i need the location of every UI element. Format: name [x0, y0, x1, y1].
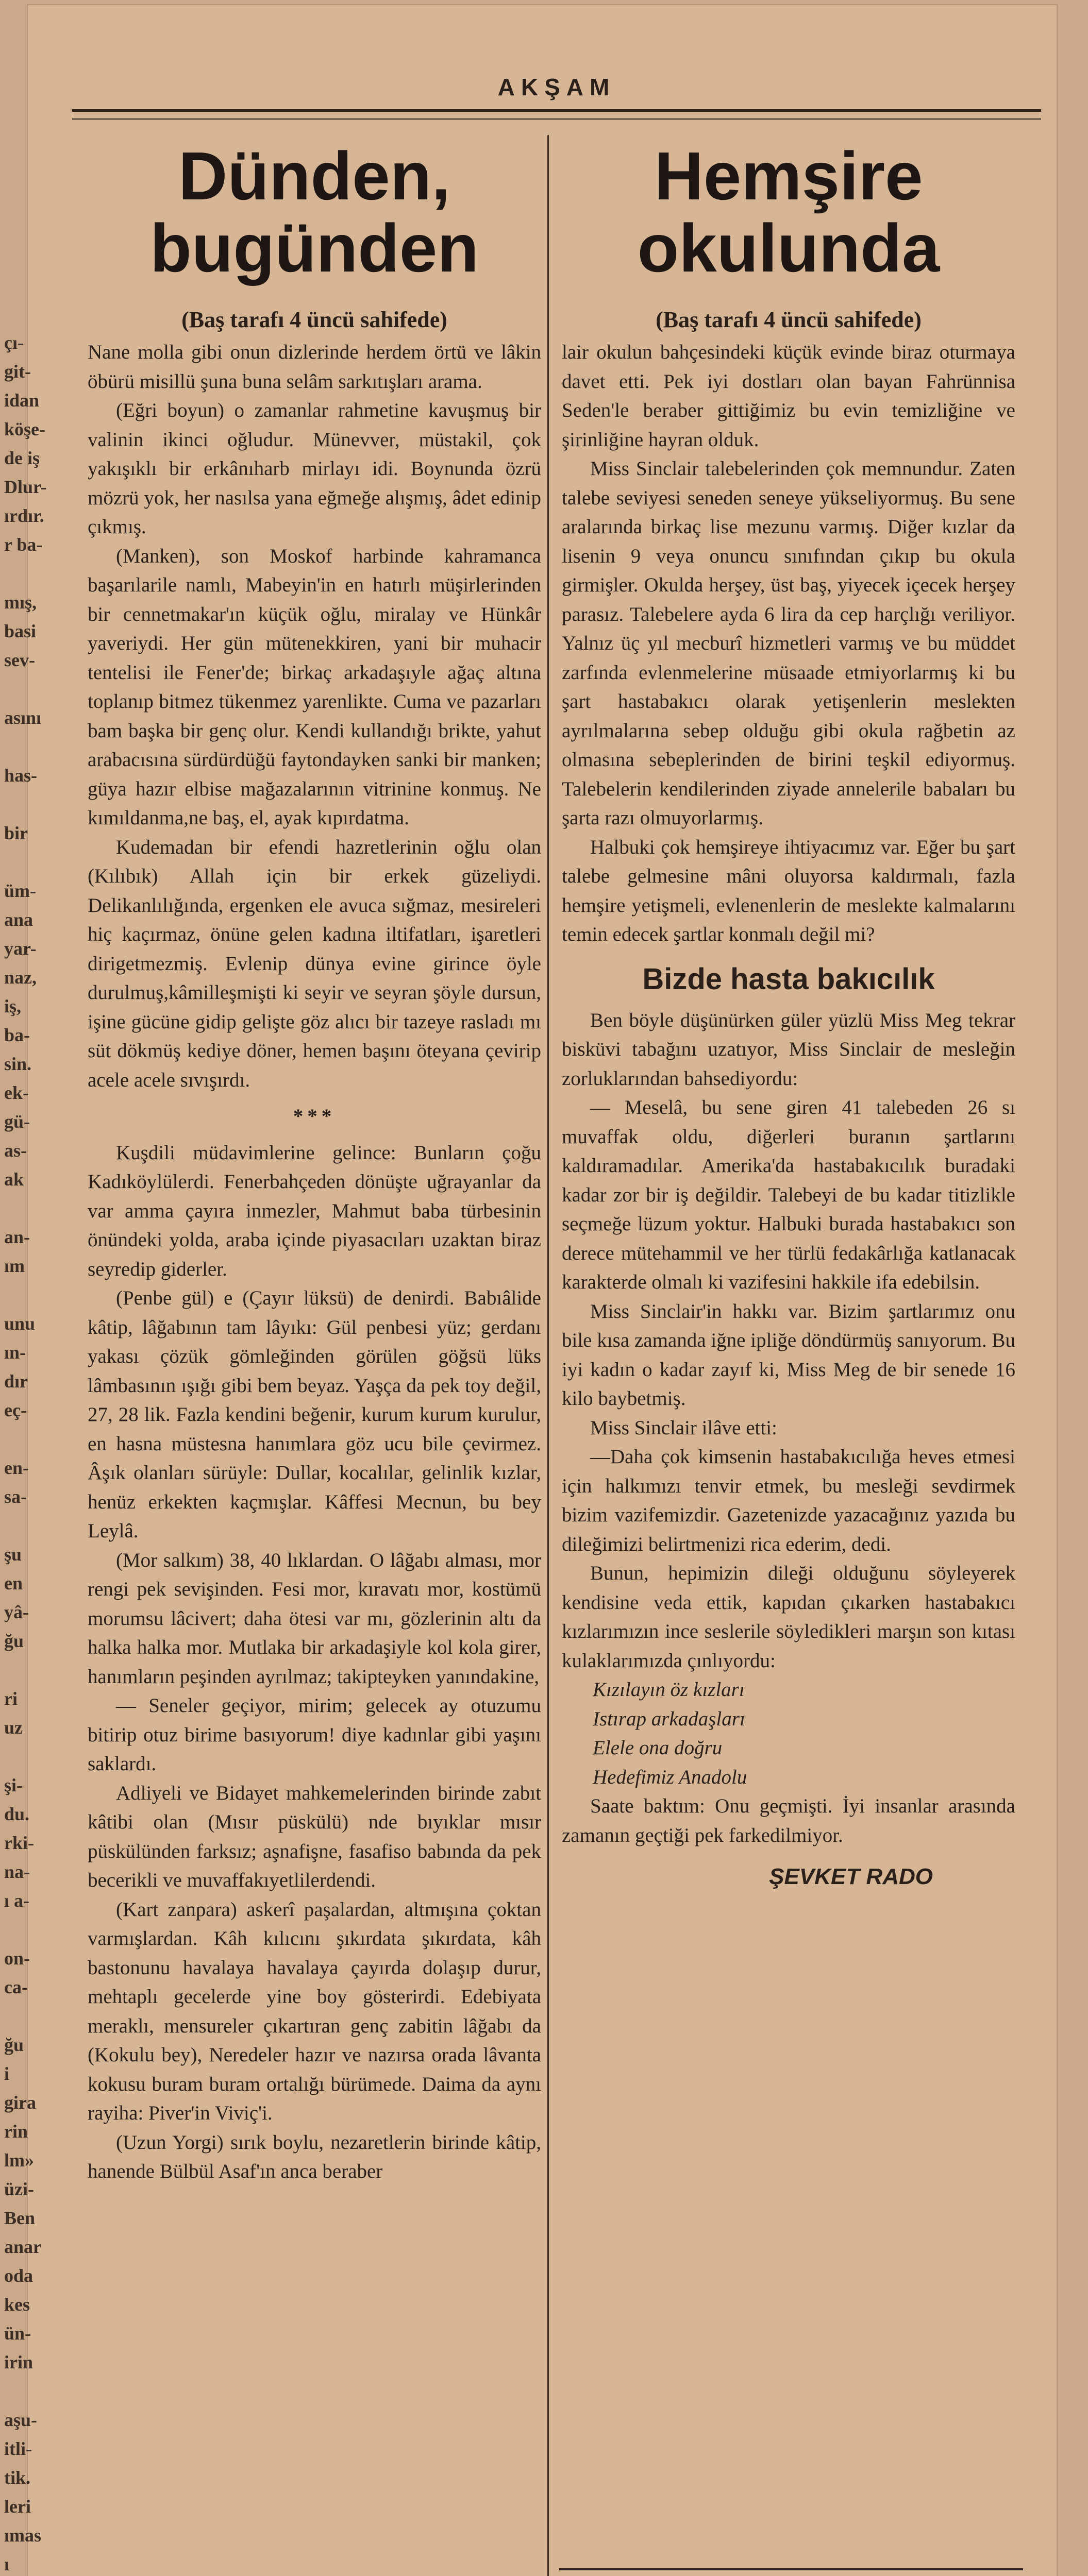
clipped-word-fragment: du. — [4, 1804, 30, 1824]
clipped-word-fragment: anar — [4, 2236, 41, 2257]
clipped-word-fragment: kes — [4, 2294, 30, 2315]
clipped-word-fragment: asını — [4, 707, 42, 728]
newspaper-name: AKŞAM — [497, 74, 616, 100]
right-article — [562, 135, 1015, 1892]
clipped-word-fragment: iş, — [4, 996, 22, 1016]
left-paragraph: — Seneler geçiyor, mirim; gelecek ay otuzumu bitirip otuz birime basıyorum! diye kadınlar gibi yaşını saklardı. — [88, 1694, 541, 1775]
clipped-word-fragment: as- — [4, 1140, 27, 1161]
clipped-word-fragment: on- — [4, 1948, 30, 1969]
clipped-word-fragment: rki- — [4, 1833, 34, 1853]
right-headline-line2: okulunda — [637, 210, 940, 286]
left-paragraph: (Penbe gül) e (Çayır lüksü) de denirdi. Babıâlide kâtip, lâğabının tam lâyıkı: Gül penbesi yüz; gerdanı yakası çözük gömleğinden görülen göğsü lüks lâmbasının ışığı gibi bem beyaz. Yaşça da pek toy değil, 27, 28 lik. Fazla kendini beğenir, kurum kurum kurulur, en hasna müstesna hanımlara göz ucu bile çevirmez. Âşık olanları sürüyle: Dullar, kocalılar, gelinlik kızlar, henüz erkekten kaçmışlar. Kâffesi Mecnun, bu bey Leylâ. — [88, 1287, 541, 1542]
clipped-word-fragment: naz, — [4, 967, 37, 988]
left-continuation-note: (Baş tarafı 4 üncü sahifede) — [181, 307, 447, 332]
left-paragraph: Nane molla gibi onun dizlerinde herdem örtü ve lâkin öbürü misillü şuna buna selâm sarkıtışları arama. — [88, 341, 541, 393]
clipped-word-fragment: ri — [4, 1688, 18, 1709]
clipped-word-fragment: çı- — [4, 332, 24, 353]
right-paragraph: Miss Sinclair talebelerinden çok memnundur. Zaten talebe seviyesi seneden seneye yükseliyormuş. Bu sene aralarında birkaç lise mezunu varmış. Diğer kızlar da lisenin 9 veya onuncu sınıfından çıkıp bu okula girmişler. Okulda herşey, üst baş, yiyecek içecek herşey parasız. Talebelere ayda 6 lira da cep harçlığı veriliyor. Yalnız üç yıl mecburî hizmetleri varmış ve bu müddet zarfında evlenmelerine müsaade etmiyorlarmış ki bu şart hastabakıcı olarak yetişenlerin meslekten ayrılmalarına sebep olduğu gibi okula rağbetin az olmasına sebeplerinden de birini teşkil ediyormuş. Talebelerin kendilerinden ziyade annelerile babaları bu şarta razı olmuyorlarmış. — [562, 457, 1015, 829]
verse-line: Istırap arkadaşları — [593, 1707, 745, 1730]
clipped-word-fragment: basi — [4, 621, 37, 641]
clipped-word-fragment: ak — [4, 1169, 24, 1190]
clipped-word-fragment: ana — [4, 909, 34, 930]
verse-line: Elele ona doğru — [593, 1737, 723, 1759]
clipped-word-fragment: ba- — [4, 1025, 30, 1045]
clipped-word-fragment: sa- — [4, 1486, 27, 1507]
clipped-word-fragment: üm- — [4, 880, 36, 901]
clipped-word-fragment: aşu- — [4, 2410, 38, 2430]
clipped-word-fragment: Dlur- — [4, 477, 47, 497]
clipped-word-fragment: uz — [4, 1717, 23, 1738]
clipped-word-fragment: i — [4, 2063, 10, 2084]
clipped-word-fragment: git- — [4, 361, 31, 382]
clipped-word-fragment: ğu — [4, 1631, 24, 1651]
clipped-word-fragment: dır — [4, 1371, 28, 1392]
clipped-word-fragment: bir — [4, 823, 28, 843]
clipped-word-fragment: oda — [4, 2265, 34, 2286]
right-paragraph: Miss Sinclair'in hakkı var. Bizim şartlarımız onu bile kısa zamanda iğne ipliğe döndürmüş sanıyorum. Bu iyi kadın o kadar zayıf ki, Miss Meg de bir senede 16 kilo baybetmiş. — [562, 1300, 1015, 1410]
left-paragraph: (Uzun Yorgi) sırık boylu, nezaretlerin birinde kâtip, hanende Bülbül Asaf'ın anca beraber — [88, 2131, 541, 2182]
right-paragraph: Saate baktım: Onu geçmişti. İyi insanlar arasında zamanın geçtiği pek farkedilmiyor. — [562, 1795, 1015, 1846]
clipped-word-fragment: köşe- — [4, 419, 45, 439]
article-separator-rule — [559, 2568, 1023, 2570]
clipped-word-fragment: gü- — [4, 1111, 30, 1132]
clipped-word-fragment: en — [4, 1573, 23, 1594]
verse-line: Hedefimiz Anadolu — [593, 1766, 747, 1788]
clipped-word-fragment: şu — [4, 1544, 22, 1565]
right-paragraph: Halbuki çok hemşireye ihtiyacımız var. Eğer bu şart talebe gelmesine mâni oluyorsa kaldırmalı, fazla hemşire yetişmeli, evlenenlerin de meslekte kalmalarını temin edecek şartlar konmalı değil mi? — [562, 836, 1015, 945]
clipped-word-fragment: de iş — [4, 448, 40, 468]
right-continuation-note: (Baş tarafı 4 üncü sahifede) — [656, 307, 922, 332]
clipped-word-fragment: idan — [4, 390, 40, 411]
clipped-word-fragment: itli- — [4, 2438, 32, 2459]
clipped-word-fragment: ca- — [4, 1977, 28, 1997]
clipped-word-fragment: rin — [4, 2121, 28, 2142]
right-subheading: Bizde hasta bakıcılık — [642, 962, 935, 996]
clipped-word-fragment: gira — [4, 2092, 36, 2113]
left-paragraph: (Eğri boyun) o zamanlar rahmetine kavuşmuş bir valinin ikinci oğludur. Münevver, müstakil, çok yakışıklı bir erkânıharb mirlayı idi. Boynunda özrü mözrü yok, her nasılsa yana eğmeğe alışmış, âdet edinip çıkmış. — [88, 399, 541, 538]
clipped-word-fragment: ı a- — [4, 1890, 29, 1911]
clipped-word-fragment: üzi- — [4, 2179, 34, 2199]
masthead-rule — [72, 109, 1041, 112]
clipped-word-fragment: ım — [4, 1256, 25, 1276]
clipped-word-fragment: Ben — [4, 2208, 36, 2228]
right-paragraph: lair okulun bahçesindeki küçük evinde biraz oturmaya davet etti. Pek iyi dostları olan bayan Fahrünnisa Seden'le beraber gittiğimiz bu evin temizliğine ve şirinliğine hayran olduk. — [562, 341, 1015, 451]
clipped-word-fragment: irin — [4, 2352, 34, 2372]
clipped-word-fragment: mış, — [4, 592, 37, 613]
left-headline — [88, 140, 541, 284]
left-paragraph: (Kart zanpara) askerî paşalardan, altmışına çoktan varmışlardan. Kâh kılıcını şıkırdata şıkırdata, kâh bastonunu havalaya havalaya çayırda dolaşıp durur, mehtaplı gecelerde yine boy gösterirdi. Edebiyata meraklı, mensureler çıkartıran genç zabitin lâğabı da (Kokulu bey), Neredeler hazır ve nazırsa orada lâvanta kokusu buram buram ortalığı bürümede. Daima da aynı rayiha: Piver'in Viviç'i. — [88, 1898, 541, 2124]
clipped-word-fragment: tik. — [4, 2467, 31, 2488]
clipped-word-fragment: ımas — [4, 2525, 41, 2546]
right-paragraph: Bunun, hepimizin dileği olduğunu söyleyerek kendisine veda ettik, kapıdan çıkarken hastabakıcı kızlarımızın ince seslerile söyledikleri marşın son kıtası kulaklarımızda çınlıyordu: — [562, 1562, 1015, 1672]
clipped-word-fragment: leri — [4, 2496, 31, 2517]
left-headline-line2: bugünden — [150, 210, 479, 286]
clipped-word-fragment: na- — [4, 1861, 30, 1882]
left-paragraph: Kudemadan bir efendi hazretlerinin oğlu olan (Kılıbık) Allah için bir erkek güzeliydi. Delikanlılığında, ergenken ele avuca sığmaz, mesireleri hiç kaçırmaz, önüne gelen kadına iltifatları, işaretleri dirigetmezmiş. Evlenip dünya evine girince öyle durulmuş,kâmilleşmişti ki seyir ve seyran şöyle dursun, işine gücüne gidip gelişte göz alıcı bir tazeye rasladı mı süt dökmüş kediye döner, hemen başını öteyana çevirip acele acele sıvışırdı. — [88, 836, 541, 1091]
right-paragraph: — Meselâ, bu sene giren 41 talebeden 26 sı muvaffak oldu, diğerleri buranın şartlarını kaldıramadılar. Amerika'da hastabakıcılık buradaki kadar zor bir iş değildir. Talebeyi de bu kadar titizlikle seçmeğe lüzum yoktur. Halbuki burada hastabakıcı son derece mütehammil ve her türlü fedakârlığa katlanacak karakterde olmalı ki vazifesini hakkile ifa edebilsin. — [562, 1096, 1015, 1293]
right-paragraph: Ben böyle düşünürken güler yüzlü Miss Meg tekrar bisküvi tabağını uzatıyor, Miss Sinclair de mesleğin zorluklarından bahsediyordu: — [562, 1009, 1015, 1090]
clipped-word-fragment: sev- — [4, 650, 35, 670]
clipped-word-fragment: ı — [4, 2554, 10, 2574]
clipped-word-fragment: ek- — [4, 1082, 29, 1103]
left-edge-fragments — [4, 330, 66, 2576]
clipped-word-fragment: ün- — [4, 2323, 31, 2344]
clipped-word-fragment: ırdır. — [4, 505, 44, 526]
right-headline-line1: Hemşire — [654, 138, 923, 214]
right-headline — [562, 140, 1015, 284]
masthead-rule-thin — [72, 118, 1041, 120]
clipped-word-fragment: eç- — [4, 1400, 27, 1420]
clipped-word-fragment: en- — [4, 1458, 29, 1478]
clipped-word-fragment: has- — [4, 765, 38, 786]
left-paragraph: (Mor salkım) 38, 40 lıklardan. O lâğabı alması, mor rengi pek sevişinden. Fesi mor, kıravatı mor, kostümü morumsu lâcivert; daha ötesi var mı, gözlerinin altı da halka halka mor. Mutlaka bir arkadaşiyle kol kola girer, hanımların peşinden ayrılmaz; takipteyken yanındakine, — [88, 1549, 541, 1688]
left-paragraph: (Manken), son Moskof harbinde kahramanca başarılarile namlı, Mabeyin'in en hatırlı müşirlerinden bir cennetmakar'ın küçük oğlu, miralay ve Hünkâr yaveriydi. Her gün mütenekkiren, yani bir muhacir tentelisi ile Fener'de; birkaç arkadaşıyle ağaç altına toplanıp bitmez tükenmez yarenlikte. Cuma ve pazarları bam başka bir genç olur. Kendi kullandığı brikte, yahut arabacısına sürdürdüğü faytondayken sanki bir manken; güya hazır elbise mağazalarının vitrinine konmuş. Ne kımıldanma,ne baş, el, ayak kıpırdatma. — [88, 545, 541, 829]
masthead — [72, 47, 1041, 125]
clipped-word-fragment: r ba- — [4, 534, 43, 555]
left-headline-line1: Dünden, — [178, 138, 450, 214]
clipped-word-fragment: an- — [4, 1227, 30, 1247]
column-divider — [547, 135, 549, 2576]
clipped-word-fragment: ğu — [4, 2035, 24, 2055]
left-paragraph: Adliyeli ve Bidayet mahkemelerinden birinde zabıt kâtibi olan (Mısır püskülü) nde bıyıklar mısır püskülünden farksız; aşnafişne, fasafiso babında da pek becerikli ve muvaffakıyetlilerdendi. — [88, 1782, 541, 1891]
right-paragraph: Miss Sinclair ilâve etti: — [590, 1416, 777, 1439]
clipped-word-fragment: yar- — [4, 938, 37, 959]
clipped-word-fragment: unu — [4, 1313, 36, 1334]
author-signature: ŞEVKET RADO — [769, 1864, 933, 1889]
clipped-word-fragment: yâ- — [4, 1602, 29, 1622]
clipped-word-fragment: ın- — [4, 1342, 26, 1363]
march-verse — [562, 1675, 1015, 1792]
verse-line: Kızılayın öz kızları — [593, 1679, 745, 1701]
left-paragraph: Kuşdili müdavimlerine gelince: Bunların çoğu Kadıköylülerdi. Fenerbahçeden dönüşte uğrayanlar da var amma çayıra inmezler, Mahmut baba türbesinin önündeki yolda, araba içinde piyasacıları uzaktan biraz seyredip giderler. — [88, 1141, 541, 1280]
clipped-word-fragment: lm» — [4, 2150, 34, 2171]
right-paragraph: —Daha çok kimsenin hastabakıcılığa heves etmesi için halkımızı tenvir etmek, bu mesleği sevdirmek bizim vazifemizdir. Gazetenizde yazacağınız yazıda bu dileğimizi belirtmenizi rica ederim, dedi. — [562, 1446, 1015, 1555]
clipped-word-fragment: sin. — [4, 1054, 32, 1074]
section-separator: *** — [293, 1105, 336, 1127]
left-article — [88, 135, 541, 2187]
clipped-word-fragment: şi- — [4, 1775, 23, 1795]
